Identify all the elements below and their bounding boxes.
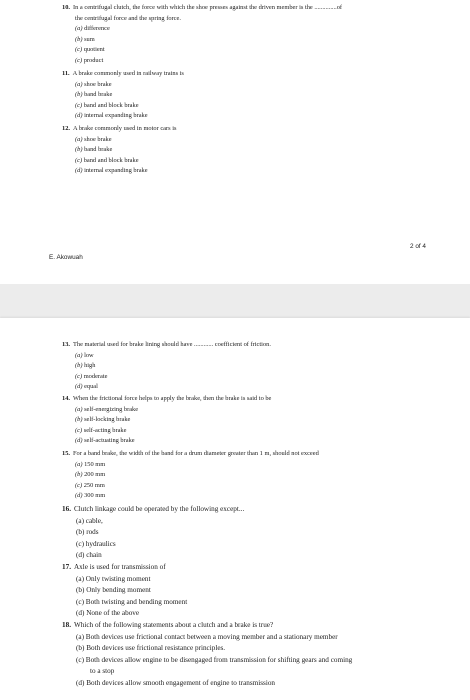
- question-number: 15.: [62, 450, 70, 457]
- question-stem: 16. Clutch linkage could be operated by the following except...: [62, 505, 245, 513]
- question-stem: 12. A brake commonly used in motor cars is: [62, 125, 177, 132]
- option-b: (b) Only bending moment: [76, 586, 151, 595]
- question-number: 18.: [62, 621, 71, 629]
- author-name: E. Akowuah: [49, 254, 83, 261]
- option-b: (b) 200 mm: [75, 471, 106, 479]
- option-a: (a) Only twisting moment: [76, 574, 151, 583]
- question-number: 13.: [62, 341, 70, 348]
- option-a: (a) Both devices use frictional contact between a moving member and a stationary member: [76, 632, 338, 641]
- question-number: 17.: [62, 563, 71, 571]
- option-c: (c) quotient: [75, 46, 105, 54]
- option-a: (a) shoe brake: [75, 80, 112, 88]
- option-d: (d) internal expanding brake: [75, 167, 148, 175]
- question-17: [62, 562, 187, 620]
- option-d: (d) self-actuating brake: [75, 437, 135, 445]
- option-c: (c) Both devices allow engine to be disengaged from transmission for shifting gears and coming: [76, 655, 353, 664]
- question-12: [62, 124, 176, 177]
- option-c: (c) band and block brake: [75, 101, 139, 109]
- question-number: 14.: [62, 395, 70, 402]
- option-b: (b) band brake: [75, 146, 113, 154]
- question-stem: 11. A brake commonly used in railway trains is: [62, 70, 184, 77]
- question-stem: 17. Axle is used for transmission of: [62, 563, 166, 571]
- question-number: 12.: [62, 125, 70, 132]
- option-d: (d) 300 mm: [75, 492, 106, 500]
- option-b: (b) Both devices use frictional resistance principles.: [76, 644, 226, 653]
- question-number: 11.: [62, 70, 70, 77]
- option-c-continuation: to a stop: [90, 667, 115, 676]
- option-c: (c) band and block brake: [75, 156, 139, 164]
- option-b: (b) rods: [76, 528, 99, 537]
- option-d: (d) Both devices allow smooth engagement of engine to transmission: [76, 678, 276, 687]
- option-a: (a) cable,: [76, 516, 103, 525]
- option-a: (a) difference: [75, 25, 110, 33]
- document-page-3: [0, 318, 470, 700]
- question-16: [62, 504, 244, 562]
- option-d: (c) product: [75, 56, 104, 64]
- option-b: (b) self-locking brake: [75, 416, 131, 424]
- question-15: [62, 449, 319, 502]
- option-c: (c) self-acting brake: [75, 426, 127, 434]
- question-stem: 18. Which of the following statements about a clutch and a brake is true?: [62, 621, 274, 629]
- question-number: 10.: [62, 4, 70, 11]
- option-d: (d) internal expanding brake: [75, 112, 148, 120]
- question-14: [62, 394, 271, 447]
- document-page-2: [0, 0, 470, 284]
- option-c: (c) 250 mm: [75, 481, 105, 489]
- question-18: [62, 620, 352, 690]
- option-a: (a) self-energizing brake: [75, 405, 139, 413]
- question-stem: 14. When the frictional force helps to apply the brake, then the brake is said to be: [62, 395, 272, 402]
- option-c: (c) Both twisting and bending moment: [76, 597, 188, 606]
- option-a: (a) low: [75, 351, 94, 359]
- question-number: 16.: [62, 505, 71, 513]
- option-b: (b) high: [75, 362, 96, 370]
- question-13: [62, 340, 271, 393]
- question-stem: 13. The material used for brake lining should have ............ coefficient of friction.: [62, 341, 271, 348]
- question-stem: 10. In a centrifugal clutch, the force with which the shoe presses against the driven member is the ..............of: [62, 4, 343, 11]
- option-d: (d) equal: [75, 383, 98, 391]
- page-number: 2 of 4: [410, 243, 426, 250]
- question-10: [62, 3, 342, 67]
- option-d: (d) chain: [76, 551, 102, 560]
- question-stem: 15. For a band brake, the width of the band for a drum diameter greater than 1 m, should not exceed: [62, 450, 319, 457]
- question-stem-continuation: the centrifugal force and the spring force.: [75, 14, 181, 22]
- option-c: (c) hydraulics: [76, 539, 116, 548]
- option-d: (d) None of the above: [76, 609, 140, 618]
- option-b: (b) sum: [75, 35, 95, 43]
- option-a: (a) shoe brake: [75, 135, 112, 143]
- option-c: (c) moderate: [75, 372, 108, 380]
- option-b: (b) band brake: [75, 91, 113, 99]
- question-11: [62, 69, 184, 122]
- option-a: (a) 150 mm: [75, 460, 106, 468]
